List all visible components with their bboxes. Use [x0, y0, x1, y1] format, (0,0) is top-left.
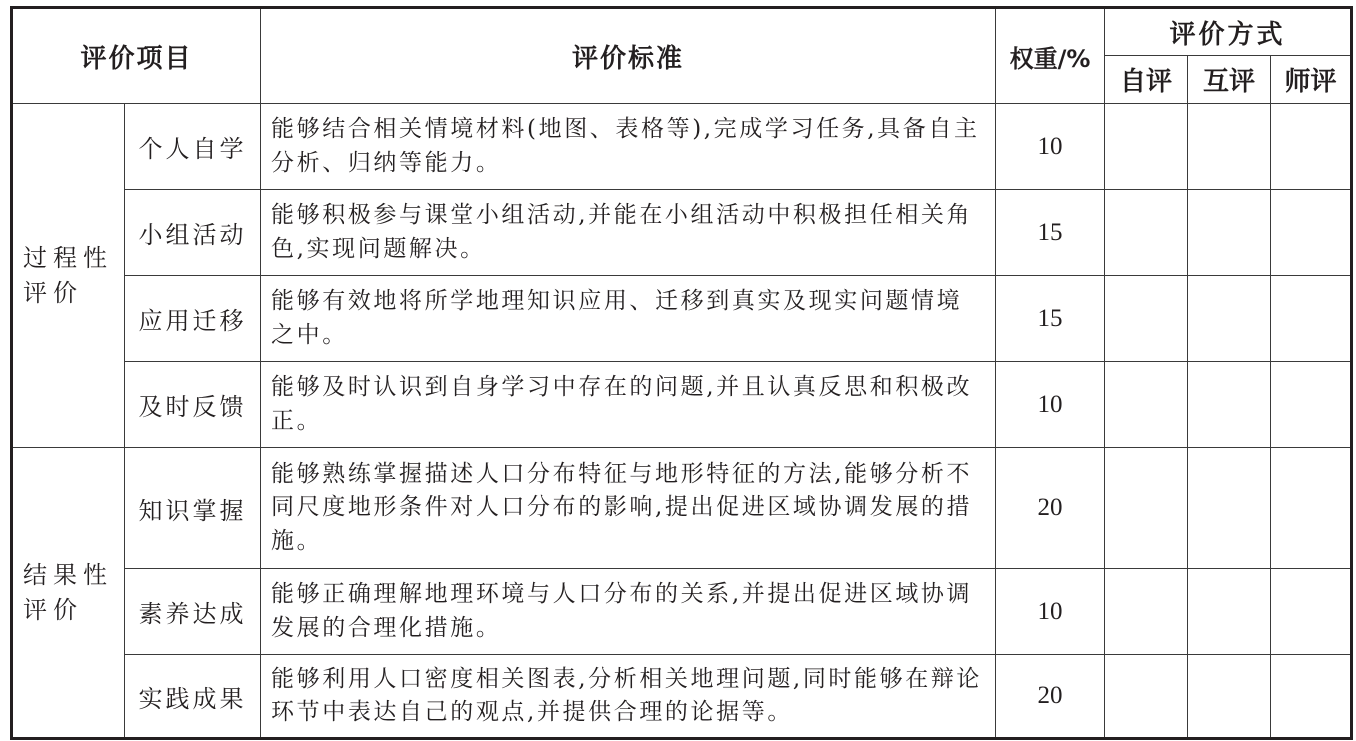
self-eval-cell[interactable]	[1105, 448, 1188, 569]
table-row	[12, 276, 1352, 362]
standard-text: 能够积极参与课堂小组活动,并能在小组活动中积极担任相关角色,实现问题解决。	[261, 190, 996, 276]
item-label: 素养达成	[125, 569, 261, 655]
peer-eval-cell[interactable]	[1188, 362, 1271, 448]
peer-eval-cell[interactable]	[1188, 569, 1271, 655]
header-weight: 权重/%	[996, 8, 1105, 104]
teacher-eval-cell[interactable]	[1271, 104, 1352, 190]
teacher-eval-cell[interactable]	[1271, 655, 1352, 739]
self-eval-cell[interactable]	[1105, 569, 1188, 655]
standard-text: 能够有效地将所学地理知识应用、迁移到真实及现实问题情境之中。	[261, 276, 996, 362]
category-process: 过程性评价	[12, 104, 125, 448]
peer-eval-cell[interactable]	[1188, 190, 1271, 276]
item-label: 小组活动	[125, 190, 261, 276]
header-item: 评价项目	[12, 8, 261, 104]
self-eval-cell[interactable]	[1105, 190, 1188, 276]
weight-value: 10	[996, 362, 1105, 448]
header-method: 评价方式	[1105, 8, 1352, 56]
teacher-eval-cell[interactable]	[1271, 276, 1352, 362]
self-eval-cell[interactable]	[1105, 655, 1188, 739]
self-eval-cell[interactable]	[1105, 104, 1188, 190]
header-peer: 互评	[1188, 56, 1271, 104]
table-row	[12, 569, 1352, 655]
standard-text: 能够熟练掌握描述人口分布特征与地形特征的方法,能够分析不同尺度地形条件对人口分布的影响,提出促进区域协调发展的措施。	[261, 448, 996, 569]
peer-eval-cell[interactable]	[1188, 655, 1271, 739]
peer-eval-cell[interactable]	[1188, 276, 1271, 362]
evaluation-table	[10, 6, 1353, 740]
peer-eval-cell[interactable]	[1188, 448, 1271, 569]
weight-value: 15	[996, 276, 1105, 362]
table-row	[12, 104, 1352, 190]
item-label: 个人自学	[125, 104, 261, 190]
table-row	[12, 655, 1352, 739]
self-eval-cell[interactable]	[1105, 276, 1188, 362]
standard-text: 能够结合相关情境材料(地图、表格等),完成学习任务,具备自主分析、归纳等能力。	[261, 104, 996, 190]
table-row	[12, 448, 1352, 569]
header-standard: 评价标准	[261, 8, 996, 104]
weight-value: 20	[996, 655, 1105, 739]
weight-value: 10	[996, 569, 1105, 655]
self-eval-cell[interactable]	[1105, 362, 1188, 448]
item-label: 应用迁移	[125, 276, 261, 362]
table-row	[12, 362, 1352, 448]
weight-value: 20	[996, 448, 1105, 569]
item-label: 实践成果	[125, 655, 261, 739]
peer-eval-cell[interactable]	[1188, 104, 1271, 190]
weight-value: 10	[996, 104, 1105, 190]
item-label: 及时反馈	[125, 362, 261, 448]
teacher-eval-cell[interactable]	[1271, 569, 1352, 655]
item-label: 知识掌握	[125, 448, 261, 569]
category-result: 结果性评价	[12, 448, 125, 739]
teacher-eval-cell[interactable]	[1271, 190, 1352, 276]
table-row	[12, 190, 1352, 276]
header-teacher: 师评	[1271, 56, 1352, 104]
standard-text: 能够利用人口密度相关图表,分析相关地理问题,同时能够在辩论环节中表达自己的观点,并提供合理的论据等。	[261, 655, 996, 739]
header-self: 自评	[1105, 56, 1188, 104]
weight-value: 15	[996, 190, 1105, 276]
standard-text: 能够及时认识到自身学习中存在的问题,并且认真反思和积极改正。	[261, 362, 996, 448]
teacher-eval-cell[interactable]	[1271, 448, 1352, 569]
standard-text: 能够正确理解地理环境与人口分布的关系,并提出促进区域协调发展的合理化措施。	[261, 569, 996, 655]
teacher-eval-cell[interactable]	[1271, 362, 1352, 448]
